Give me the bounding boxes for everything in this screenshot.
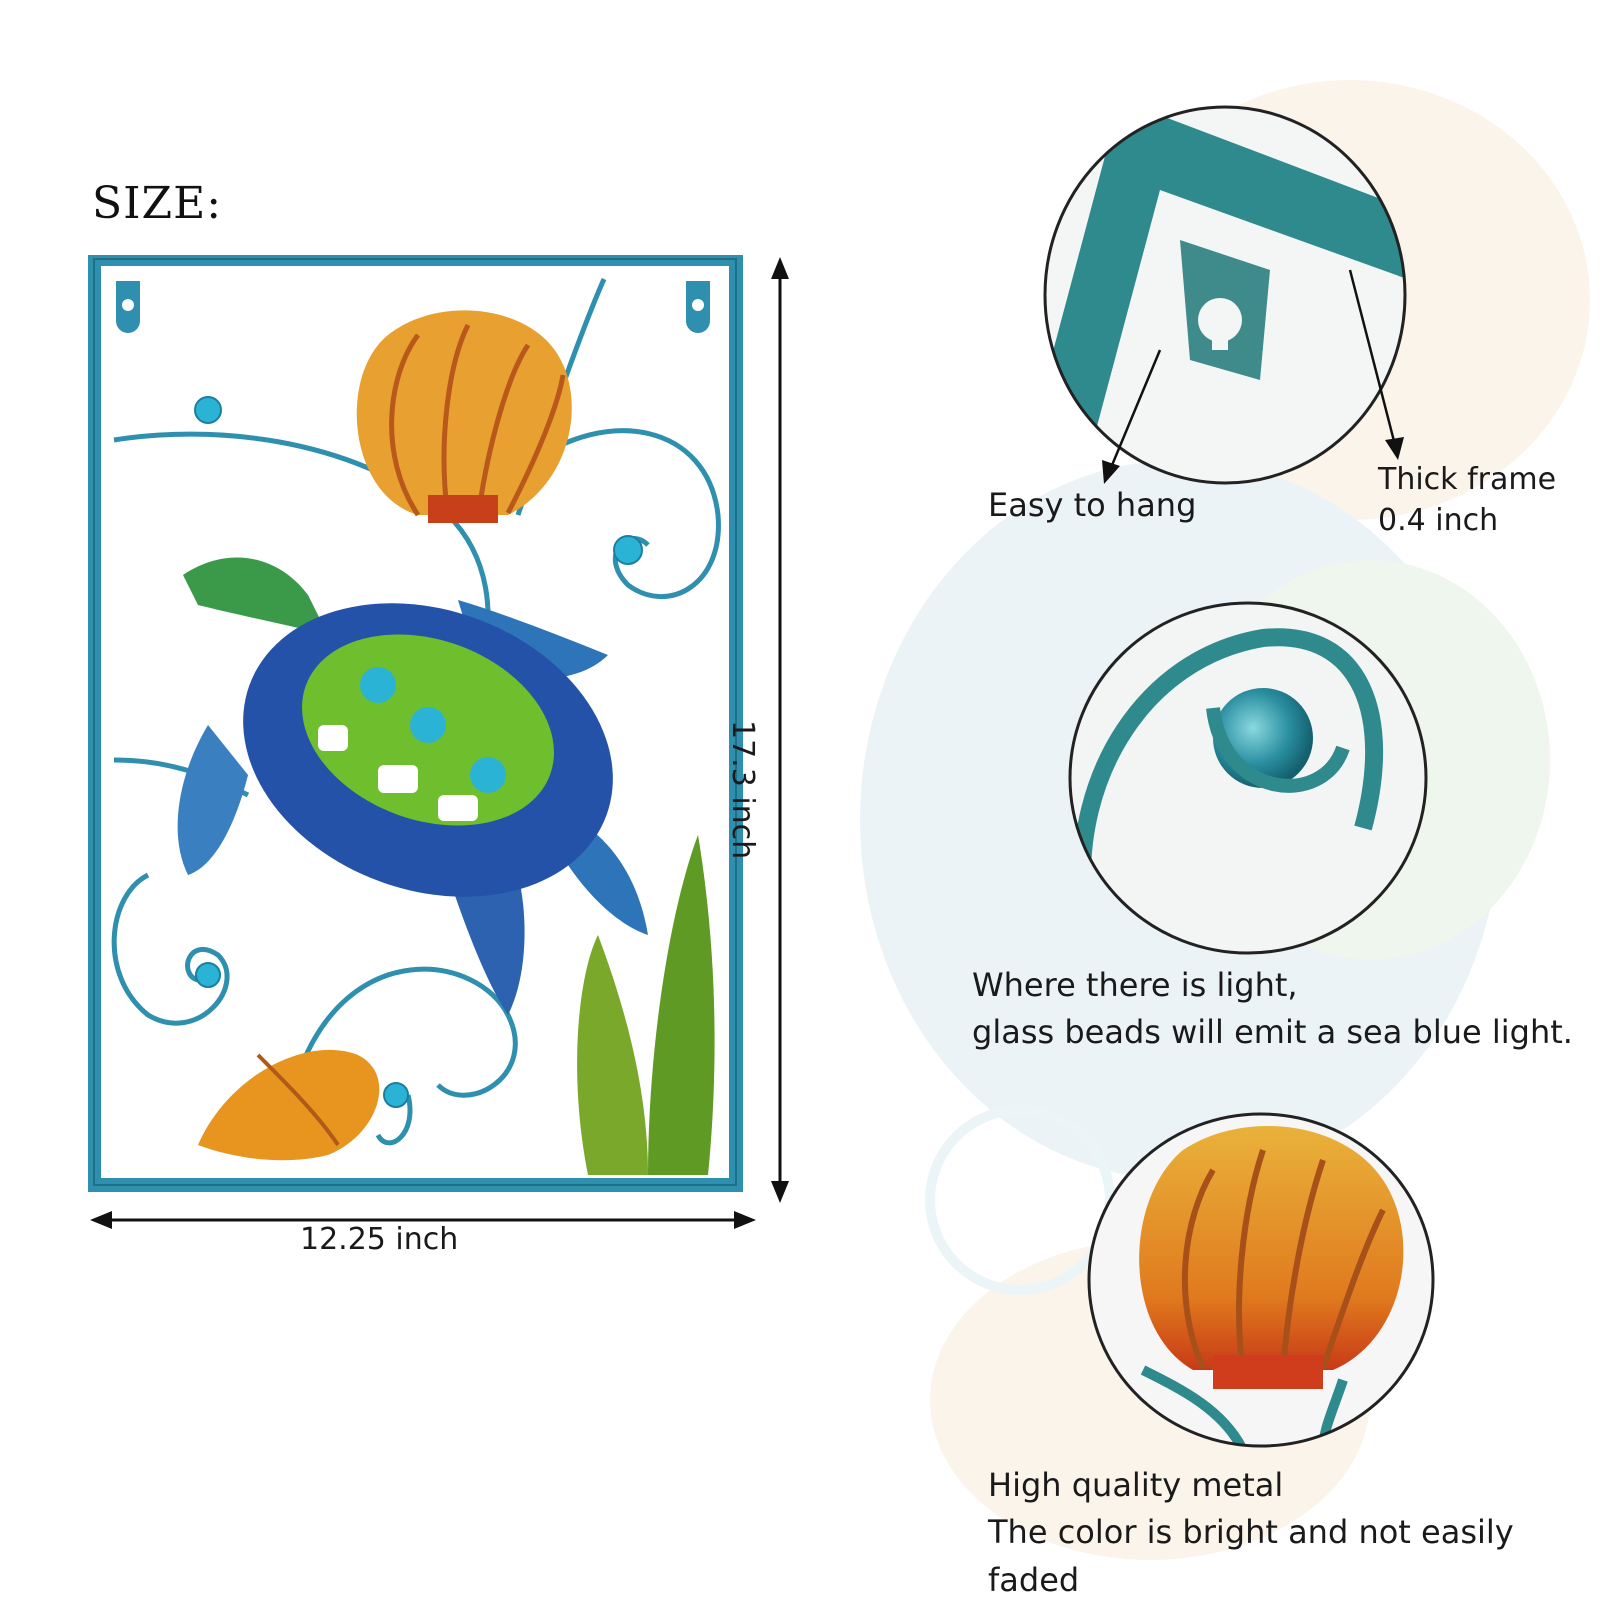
callout-glass-beads-line1: Where there is light,	[972, 966, 1298, 1004]
frame-detail-circle	[1040, 100, 1410, 490]
height-label: 17.3 inch	[725, 720, 760, 860]
scallop-shell	[357, 310, 572, 523]
callout-glass-beads	[972, 962, 1573, 1057]
callout-high-quality-metal	[988, 1462, 1601, 1604]
callout-thick-frame-line2: 0.4 inch	[1378, 502, 1499, 538]
conch-shell	[198, 1050, 379, 1160]
hanging-hook-right	[686, 281, 710, 333]
sea-turtle	[178, 553, 655, 1015]
callout-easy-to-hang: Easy to hang	[988, 486, 1197, 524]
shell-detail-circle	[1083, 1110, 1438, 1450]
callout-thick-frame-line1: Thick frame	[1378, 462, 1557, 497]
hanging-hook-left	[116, 281, 140, 333]
callout-metal-line1: High quality metal	[988, 1466, 1284, 1504]
glass-bead-detail-circle	[1063, 598, 1433, 958]
wall-art-frame	[88, 255, 748, 1195]
height-dimension-arrow	[765, 255, 795, 1205]
width-label: 12.25 inch	[300, 1222, 459, 1257]
callout-metal-line2: The color is bright and not easily faded	[988, 1513, 1514, 1599]
callout-thick-frame	[1378, 460, 1556, 541]
size-title: SIZE:	[92, 178, 223, 229]
callout-glass-beads-line2: glass beads will emit a sea blue light.	[972, 1013, 1573, 1052]
